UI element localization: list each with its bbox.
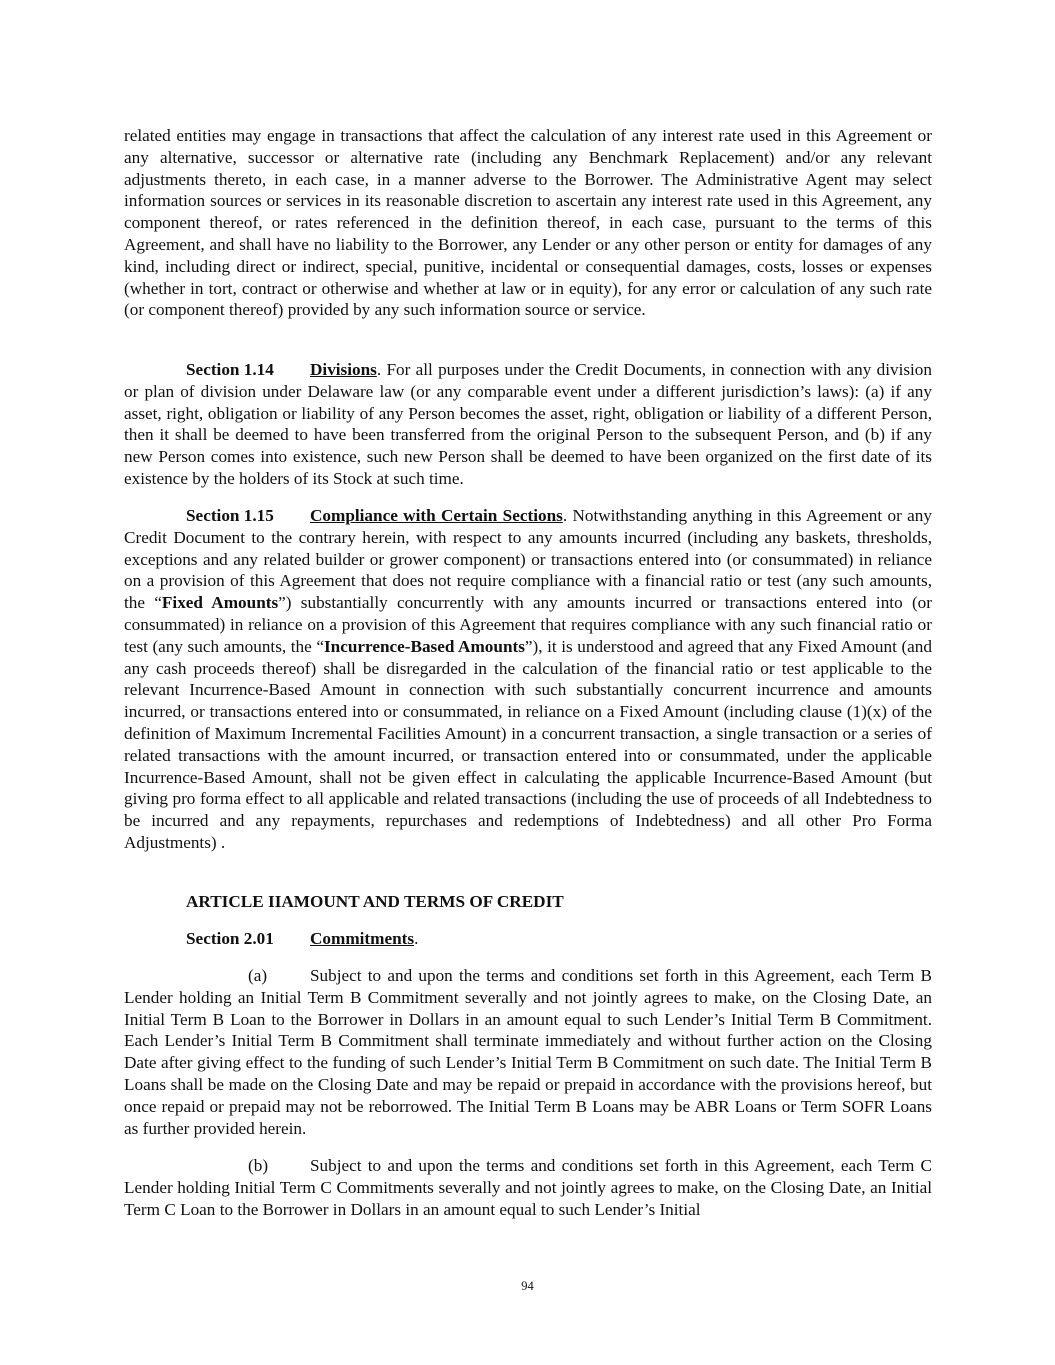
section-1-14-number: Section 1.14 [186,360,274,379]
clause-a-label: (a) [248,966,268,985]
clause-b-body: Subject to and upon the terms and conditions set forth in this Agreement, each Term C Lender holding Initial Term C Commitments severally and not jointly agrees to make, on the Closing Date, an Initial Term C Loan to the Borrower in Dollars in an amount equal to such Lender’s Initial [124,1156,932,1219]
section-2-01-number: Section 2.01 [186,929,274,948]
section-1-14-paragraph [124,359,932,490]
defined-term-fixed-amounts: Fixed Amounts [161,593,279,613]
section-2-01-suffix: . [414,929,419,948]
clause-b-paragraph [124,1155,932,1220]
clause-b-label: (b) [248,1156,269,1175]
page-number: 94 [521,1279,534,1293]
section-1-14-title: Divisions [310,360,377,379]
section-1-15-number: Section 1.15 [186,506,274,525]
section-1-15-paragraph [124,505,932,854]
tracked-change-comma: , [701,213,707,233]
section-1-15-body-c: ”), it is understood and agreed that any Fixed Amount (and any cash proceeds thereof) shall be disregarded in the calculation of the financial ratio or test applicable to the relevant Incurrence-Based Amount in connection with such substantially concurrent incurrence and amounts incurred, or transactions entered into or consummated, in reliance on a Fixed Amount (including clause (1)(x) of the definition of Maximum Incremental Facilities Amount) in a concurrent transaction, a single transaction or a series of related transactions with the amount incurred, or transaction entered into or consummated, under the applicable Incurrence-Based Amount, shall not be given effect in calculating the applicable Incurrence-Based Amount (but giving pro forma effect to all applicable and related transactions (including the use of proceeds of all Indebtedness to be incurred and any repayments, repurchases and redemptions of Indebtedness) and all other Pro Forma Adjustments) . [124,636,932,852]
intro-text-a: related entities may engage in transactions that affect the calculation of any interest rate used in this Agreement or any alternative, successor or alternative rate (including any Benchmark Replacement) and/or any relevant adjustments thereto, in each case, in a manner adverse to the Borrower. The Administrative Agent may select information sources or services in its reasonable discretion to ascertain any interest rate used in this Agreement, any component thereof, or rates referenced in the definition thereof, in each case [124,126,932,233]
section-2-01-title: Commitments [310,929,415,948]
intro-text-b: pursuant to the terms of this Agreement, and shall have no liability to the Borrower, any Lender or any other person or entity for damages of any kind, including direct or indirect, special, punitive, incidental or consequential damages, costs, losses or expenses (whether in tort, contract or otherwise and whether at law or in equity), for any error or calculation of any such rate (or component thereof) provided by any such information source or service. [124,213,932,320]
section-2-01-heading [124,928,932,950]
intro-paragraph [124,125,932,321]
section-1-15-body-a: . Notwithstanding anything in this Agreement or any Credit Document to the contrary herein, with respect to any amounts incurred (including any baskets, thresholds, exceptions and any related builder or grower component) or transactions entered into (or consummated) in reliance on a provision of this Agreement that does not require compliance with a financial ratio or test (any such amounts, the “ [124,506,932,613]
section-1-15-title: Compliance with Certain Sections [310,506,563,525]
article-ii-heading: ARTICLE IIAMOUNT AND TERMS OF CREDIT [186,892,564,911]
section-1-14-body: . For all purposes under the Credit Documents, in connection with any division or plan of division under Delaware law (or any comparable event under a different jurisdiction’s laws): (a) if any asset, right, obligation or liability of any Person becomes the asset, right, obligation or liability of a different Person, then it shall be deemed to have been transferred from the original Person to the subsequent Person, and (b) if any new Person comes into existence, such new Person shall be deemed to have been organized on the first date of its existence by the holders of its Stock at such time. [124,360,932,488]
clause-a-paragraph [124,965,932,1139]
clause-a-body: Subject to and upon the terms and conditions set forth in this Agreement, each Term B Lender holding an Initial Term B Commitment severally and not jointly agrees to make, on the Closing Date, an Initial Term B Loan to the Borrower in Dollars in an amount equal to such Lender’s Initial Term B Commitment. Each Lender’s Initial Term B Commitment shall terminate immediately and without further action on the Closing Date after giving effect to the funding of such Lender’s Initial Term B Commitment on such date. The Initial Term B Loans shall be made on the Closing Date and may be repaid or prepaid in accordance with the provisions hereof, but once repaid or prepaid may not be reborrowed. The Initial Term B Loans may be ABR Loans or Term SOFR Loans as further provided herein. [124,966,932,1138]
section-1-15-body-b: ”) substantially concurrently with any amounts incurred or transactions entered into (or consummated) in reliance on a provision of this Agreement that requires compliance with any such financial ratio or test (any such amounts, the “ [124,593,932,656]
defined-term-incurrence-based-amounts: Incurrence-Based Amounts [323,636,525,656]
